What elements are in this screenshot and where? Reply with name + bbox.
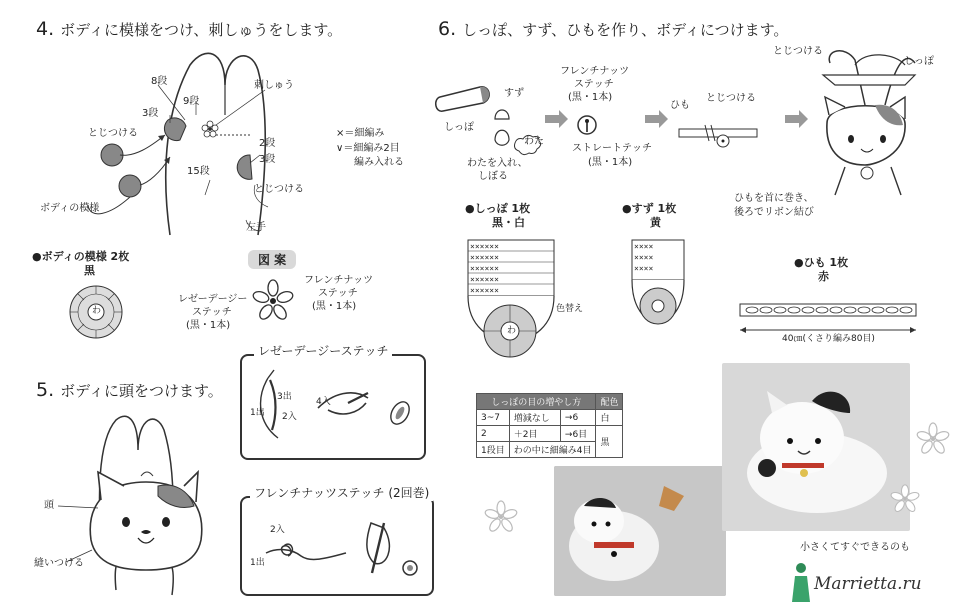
body-spot-right <box>237 155 252 179</box>
string-length-label: 40㎝(くさり編み80目) <box>782 334 875 344</box>
svg-text:××××: ×××× <box>634 253 654 262</box>
bell-piece-title: ●すず 1枚 <box>622 202 677 215</box>
table-cell: わの中に細編み4目 <box>509 442 596 458</box>
deco-flower-2 <box>916 422 950 456</box>
svg-text:××××: ×××× <box>634 242 654 251</box>
lazy-step-3: 3出 <box>277 392 292 402</box>
french-knot-steps <box>246 508 426 588</box>
lazy-step-2: 2入 <box>282 412 297 422</box>
table-row <box>477 426 623 442</box>
brand-figure-icon <box>790 562 812 606</box>
table-cell: ＋2目 <box>509 426 560 442</box>
straight-stitch-l2: (黒・1本) <box>588 157 633 168</box>
row9-label: 9段 <box>183 96 200 107</box>
increase-table <box>476 393 623 458</box>
french-knot-title: フレンチナッツステッチ (2回巻) <box>250 487 433 501</box>
pattern-label: ボディの模様 <box>40 203 100 214</box>
row8-label: 8段 <box>151 76 168 87</box>
photo-cat-large-art <box>722 363 910 531</box>
table-cell: 白 <box>596 410 623 426</box>
string-piece-title: ●ひも 1枚 <box>794 256 849 269</box>
table-cell: →6目 <box>560 426 596 442</box>
body-spot-left <box>164 118 186 141</box>
row2-label: 2段 <box>259 138 276 149</box>
svg-text:××××××: ×××××× <box>470 275 499 284</box>
table-cell: 3~7 <box>477 410 510 426</box>
assembly-sequence <box>435 45 925 195</box>
tail-piece-title: ●しっぽ 1枚 <box>465 202 531 215</box>
stuff-l1: わたを入れ、 <box>467 158 528 169</box>
pattern-ring-label: わ <box>92 306 102 316</box>
tie-l1: ひもを首に巻き、 <box>734 193 814 204</box>
table-cell: 増減なし <box>509 410 560 426</box>
table-cell: 2 <box>477 426 510 442</box>
design-lazy-l3: (黒・1本) <box>186 320 231 331</box>
tail-piece-chart <box>464 236 564 376</box>
design-french-l1: フレンチナッツ <box>304 275 374 286</box>
step5-number: 5. <box>36 379 55 401</box>
head-leader-lines <box>58 500 118 570</box>
stuff-l2: しぼる <box>478 171 508 182</box>
attach-label: とじつける <box>706 93 756 104</box>
bell-piece-color: 黄 <box>650 216 661 229</box>
french-knot-l3: (黒・1本) <box>568 92 613 103</box>
step5-text: ボディに頭をつけます。 <box>60 382 223 400</box>
legend-increase: ∨＝細編み2目 <box>336 143 400 154</box>
table-cell: 1段目 <box>477 442 510 458</box>
step4-title <box>36 18 342 40</box>
table-row <box>477 410 623 426</box>
svg-text:××××××: ×××××× <box>470 253 499 262</box>
svg-text:××××××: ×××××× <box>470 286 499 295</box>
flower-embroidery <box>202 121 218 137</box>
lazy-step-4: 4入 <box>316 397 331 407</box>
straight-stitch-l1: ストレートテッチ <box>572 143 652 154</box>
lazy-step-1: 1出 <box>250 408 265 418</box>
final-attach-label: とじつける <box>773 46 823 57</box>
table-cell: →6 <box>560 410 596 426</box>
svg-text:××××: ×××× <box>634 264 654 273</box>
svg-text:××××××: ×××××× <box>470 242 499 251</box>
brand-text: Marrietta.ru <box>814 574 922 594</box>
attach-left-label: とじつける <box>88 128 138 139</box>
step4-text: ボディに模様をつけ、刺しゅうをします。 <box>60 21 343 39</box>
photo-cat-small <box>554 466 726 596</box>
photo-cat-small-art <box>554 466 726 596</box>
bell-piece-chart <box>628 236 688 346</box>
string-label: ひも <box>670 100 690 111</box>
french-knot-l1: フレンチナッツ <box>560 66 630 77</box>
tail-piece-color: 黒・白 <box>492 216 525 229</box>
svg-text:××××××: ×××××× <box>470 264 499 273</box>
pattern-piece-title: ●ボディの模様 2枚 <box>32 250 130 263</box>
attach-right-label: とじつける <box>254 184 304 195</box>
legend-increase-2: 編み入れる <box>354 157 404 168</box>
increase-table-header: しっぽの目の増やし方 <box>477 394 596 410</box>
body-outline <box>166 53 266 235</box>
pattern-piece-color: 黒 <box>84 264 95 277</box>
legend-single-crochet: ×＝細編み <box>336 128 385 139</box>
design-lazy-l2: ステッチ <box>192 307 232 318</box>
left-hand-label: 左手 <box>246 222 266 233</box>
design-french-l2: ステッチ <box>318 288 358 299</box>
step6-title <box>438 18 788 40</box>
final-tail-label: しっぽ <box>904 56 934 67</box>
design-tag: 図 案 <box>248 250 296 269</box>
embroidery-label: 刺しゅう <box>254 80 294 91</box>
french-step-2: 2入 <box>270 525 285 535</box>
sew-label: 縫いつける <box>34 558 84 569</box>
french-knot-l2: ステッチ <box>574 79 614 90</box>
design-french-l3: (黒・1本) <box>312 301 357 312</box>
tie-l2: 後ろでリボン結び <box>734 207 814 218</box>
lazy-daisy-title: レゼーデージーステッチ <box>254 345 392 359</box>
color-change-label: 色替え <box>556 304 584 314</box>
step5-title <box>36 379 223 401</box>
cotton-label: わた <box>524 136 544 147</box>
pattern-circle-2 <box>119 175 141 197</box>
row3-label: 3段 <box>142 108 159 119</box>
design-lazy-l1: レゼーデージー <box>178 294 248 305</box>
string-piece-color: 赤 <box>818 270 829 283</box>
step6-text: しっぽ、すず、ひもを作り、ボディにつけます。 <box>462 21 789 39</box>
tail-ring-label: わ <box>507 326 517 336</box>
body-diagram <box>20 45 360 245</box>
photo-caption: 小さくてすぐできるのも <box>800 542 910 553</box>
deco-flower-3 <box>890 484 920 514</box>
row3b-label: 3段 <box>259 154 276 165</box>
step4-number: 4. <box>36 18 55 40</box>
table-cell: 黒 <box>596 426 623 458</box>
step6-number: 6. <box>438 18 457 40</box>
tail-label: しっぽ <box>444 122 474 133</box>
row15-label: 15段 <box>187 166 210 177</box>
lazy-daisy-steps <box>248 368 418 448</box>
head-label: 頭 <box>44 500 54 511</box>
increase-table-color-header: 配色 <box>596 394 623 410</box>
deco-flower-1 <box>484 500 518 534</box>
pattern-circle-1 <box>101 144 123 166</box>
french-step-1: 1出 <box>250 558 265 568</box>
bell-label: すず <box>504 88 525 99</box>
design-flower <box>248 276 298 326</box>
photo-cat-large <box>722 363 910 531</box>
